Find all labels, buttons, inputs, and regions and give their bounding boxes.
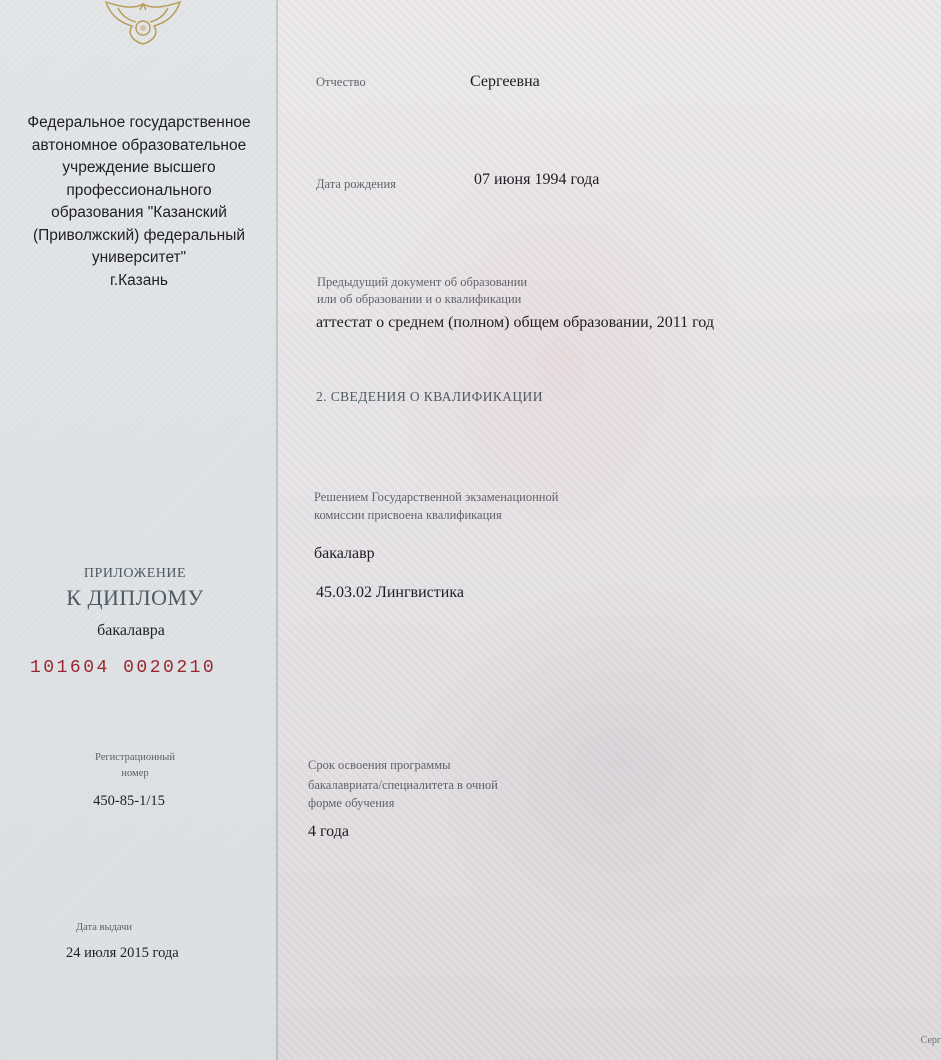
university-name [8,112,270,292]
corner-cut-text: Серг [920,1035,941,1046]
annex-degree-level: бакалавра [97,622,165,639]
university-name-line: Федеральное государственное [27,114,251,131]
duration-label-line3: форме обучения [308,796,395,810]
registration-label-line1: Регистрационный [95,752,175,763]
registration-label-line2: номер [121,768,149,779]
coat-of-arms-emblem [88,0,198,46]
patronymic-label: Отчество [316,75,366,89]
qualification-label-line2: комиссии присвоена квалификация [314,508,502,522]
qualification-section-title: 2. СВЕДЕНИЯ О КВАЛИФИКАЦИИ [316,389,543,404]
birth-date-label: Дата рождения [316,177,396,191]
registration-number: 450-85-1/15 [93,793,165,809]
university-city: г.Казань [110,271,168,289]
qualification-label-line1: Решением Государственной экзаменационной [314,490,559,504]
left-column [0,0,276,1060]
birth-date-value: 07 июня 1994 года [474,171,600,188]
university-name-line: образования "Казанский [51,204,227,221]
duration-value: 4 года [308,823,349,840]
serial-number: 101604 0020210 [30,658,217,678]
university-name-line: университет" [91,249,187,266]
university-name-line: (Приволжский) федеральный [32,226,246,244]
issue-date-label: Дата выдачи [76,922,133,933]
university-name-line: автономное образовательное [31,136,247,154]
previous-doc-value: аттестат о среднем (полном) общем образовании, 2011 год [316,314,714,331]
column-divider [276,0,278,1060]
previous-doc-label-line2: или об образовании и о квалификации [317,292,522,306]
previous-doc-label-line1: Предыдущий документ об образовании [317,275,528,289]
annex-title-line1: ПРИЛОЖЕНИЕ [83,566,187,581]
program-value: 45.03.02 Лингвистика [316,584,464,601]
annex-title-line2: К ДИПЛОМУ [66,585,204,610]
qualification-value: бакалавр [314,545,375,562]
issue-date-value: 24 июля 2015 года [66,945,179,961]
duration-label-line1: Срок освоения программы [308,758,451,772]
duration-label-line2: бакалавриата/специалитета в очной [308,778,498,792]
university-name-line: профессионального [66,181,212,199]
university-name-line: учреждение высшего [62,159,216,176]
patronymic-value: Сергеевна [470,73,540,90]
